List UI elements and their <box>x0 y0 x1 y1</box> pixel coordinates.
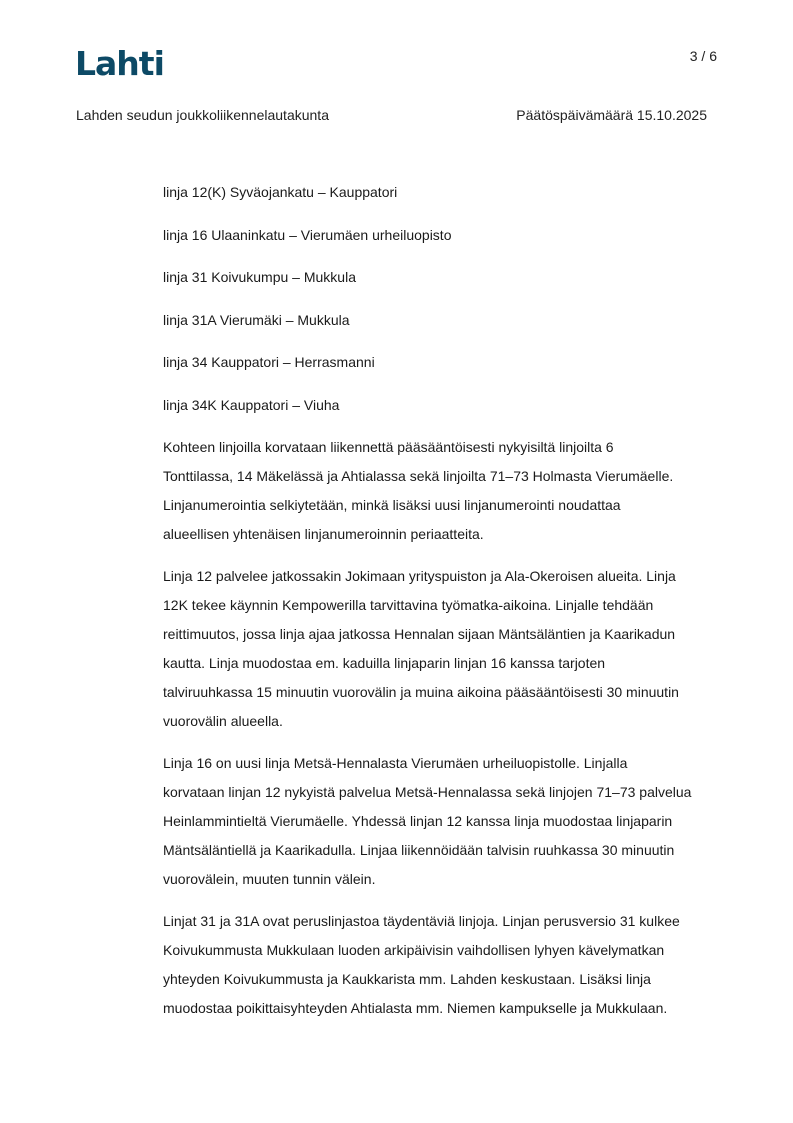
paragraph-line-16 <box>163 749 723 894</box>
text-line: talviruuhkassa 15 minuutin vuorovälin ja muina aikoina pääsääntöisesti 30 minuutin <box>163 684 679 700</box>
text-line: reittimuutos, jossa linja ajaa jatkossa Hennalan sijaan Mäntsäläntien ja Kaarikadun <box>163 626 676 642</box>
text-line: Linjanumerointia selkiytetään, minkä lisäksi uusi linjanumerointi noudattaa <box>163 497 621 513</box>
text-line: vuorovälin alueella. <box>163 713 283 729</box>
lahti-logo: Lahti <box>75 44 164 83</box>
route-item: linja 34K Kauppatori – Viuha <box>163 396 340 413</box>
route-item: linja 16 Ulaaninkatu – Vierumäen urheiluopisto <box>163 226 452 243</box>
text-line: Heinlammintieltä Vierumäelle. Yhdessä linjan 12 kanssa linja muodostaa linjaparin <box>163 813 673 829</box>
route-list <box>163 178 723 420</box>
paragraph-lines-31 <box>163 907 723 1023</box>
route-item: linja 12(K) Syväojankatu – Kauppatori <box>163 184 398 200</box>
text-line: Koivukummusta Mukkulaan luoden arkipäivisin vaihdollisen lyhyen kävelymatkan <box>163 942 665 958</box>
text-line: vuorovälein, muuten tunnin välein. <box>163 871 376 887</box>
document-body <box>163 178 723 1036</box>
text-line: Linjat 31 ja 31A ovat peruslinjastoa täydentäviä linjoja. Linjan perusversio 31 kulkee <box>163 913 680 929</box>
organization-name: Lahden seudun joukkoliikennelautakunta <box>76 107 329 123</box>
route-item: linja 34 Kauppatori – Herrasmanni <box>163 354 375 370</box>
text-line: yhteyden Koivukummusta ja Kaukkarista mm. Lahden keskustaan. Lisäksi linja <box>163 971 651 987</box>
text-line: alueellisen yhtenäisen linjanumeroinnin periaatteita. <box>163 526 484 542</box>
text-line: Kohteen linjoilla korvataan liikennettä pääsääntöisesti nykyisiltä linjoilta 6 <box>163 439 614 455</box>
text-line: Linja 12 palvelee jatkossakin Jokimaan yrityspuiston ja Ala-Okeroisen alueita. Linja <box>163 568 676 584</box>
text-line: Tonttilassa, 14 Mäkelässä ja Ahtialassa sekä linjoilta 71–73 Holmasta Vierumäelle. <box>163 468 674 484</box>
page-number: 3 / 6 <box>689 48 717 64</box>
text-line: korvataan linjan 12 nykyistä palvelua Metsä-Hennalassa sekä linjojen 71–73 palvelua <box>163 784 692 800</box>
paragraph-line-numbering <box>163 433 723 549</box>
text-line: muodostaa poikittaisyhteyden Ahtialasta mm. Niemen kampukselle ja Mukkulaan. <box>163 1000 668 1016</box>
route-item: linja 31 Koivukumpu – Mukkula <box>163 269 356 285</box>
text-line: 12K tekee käynnin Kempowerilla tarvittavina työmatka-aikoina. Linjalle tehdään <box>163 597 654 613</box>
paragraph-line-12 <box>163 562 723 736</box>
route-item: linja 31A Vierumäki – Mukkula <box>163 311 350 328</box>
text-line: Linja 16 on uusi linja Metsä-Hennalasta Vierumäen urheiluopistolle. Linjalla <box>163 755 628 771</box>
text-line: Mäntsäläntiellä ja Kaarikadulla. Linjaa liikennöidään talvisin ruuhkassa 30 minuutin <box>163 842 675 858</box>
text-line: kautta. Linja muodostaa em. kaduilla linjaparin linjan 16 kanssa tarjoten <box>163 655 606 671</box>
decision-date: Päätöspäivämäärä 15.10.2025 <box>516 107 707 123</box>
